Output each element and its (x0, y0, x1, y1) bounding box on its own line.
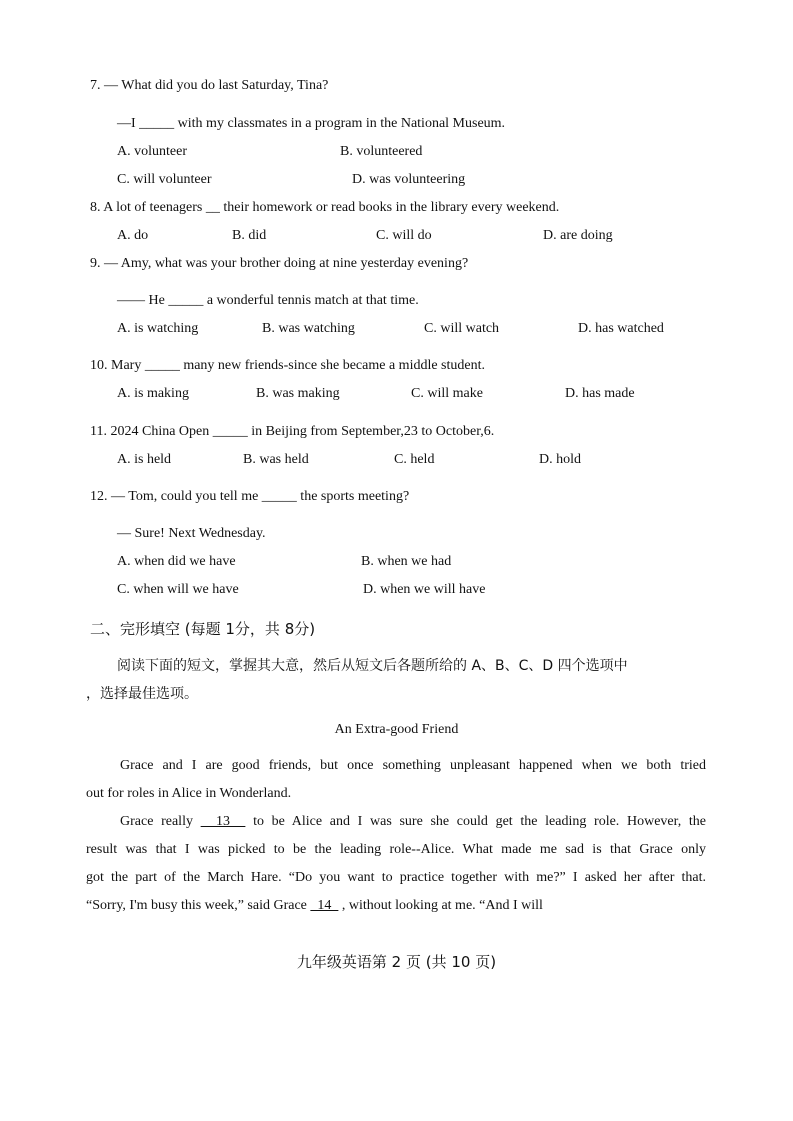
question-8-option-c: C. will do (376, 228, 432, 243)
passage-text: , without looking at me. “And I will (341, 898, 543, 913)
question-11-option-a: A. is held (117, 452, 172, 467)
question-8-option-d: D. are doing (543, 228, 613, 243)
question-9-stem: 9. — Amy, what was your brother doing at nine yesterday evening? (90, 256, 469, 271)
question-8-option-a: A. do (117, 228, 149, 243)
question-7-reply: —I _____ with my classmates in a program in the National Museum. (117, 116, 506, 131)
question-7-option-d: D. was volunteering (352, 172, 466, 187)
question-11-option-b: B. was held (243, 452, 309, 467)
question-12-option-a: A. when did we have (117, 554, 236, 569)
question-8-option-b: B. did (232, 228, 267, 243)
passage-p1-line-1: Grace and I are good friends, but once something unpleasant happened when we both tried (120, 758, 706, 773)
question-9-reply: —— He _____ a wonderful tennis match at that time. (117, 293, 419, 308)
question-8-stem: 8. A lot of teenagers __ their homework or read books in the library every weekend. (90, 200, 560, 215)
passage-p2-line-1 (120, 813, 706, 831)
section-2-instruction-line-2: ，选择最佳选项。 (86, 686, 198, 702)
question-10-option-a: A. is making (117, 386, 189, 401)
question-11-stem: 11. 2024 China Open _____ in Beijing from September,23 to October,6. (90, 424, 495, 439)
question-10-option-d: D. has made (565, 386, 635, 401)
question-12-option-c: C. when will we have (117, 582, 239, 597)
question-7-option-b: B. volunteered (340, 144, 423, 159)
section-2-heading: 二、完形填空 (每题 1分，共 8分) (90, 620, 316, 638)
question-7-option-a: A. volunteer (117, 144, 187, 159)
question-10-stem: 10. Mary _____ many new friends-since she became a middle student. (90, 358, 486, 373)
page-footer: 九年级英语第 2 页 (共 10 页) (296, 953, 497, 971)
question-9-option-a: A. is watching (117, 321, 199, 336)
section-2-instruction-line-1: 阅读下面的短文，掌握其大意，然后从短文后各题所给的 A、B、C、D 四个选项中 (117, 658, 628, 674)
question-9-option-c: C. will watch (424, 321, 500, 336)
question-10-option-c: C. will make (411, 386, 483, 401)
passage-title: An Extra-good Friend (334, 722, 459, 737)
question-11-option-c: C. held (394, 452, 435, 467)
question-7-stem: 7. — What did you do last Saturday, Tina? (90, 78, 329, 93)
question-11-option-d: D. hold (539, 452, 581, 467)
blank-13: 13 (200, 814, 246, 829)
passage-p2-line-3: got the part of the March Hare. “Do you want to practice together with me?” I asked her after that. (86, 870, 706, 885)
passage-p2-line-2: result was that I was picked to be the leading role--Alice. What made me sad is that Grace only (86, 842, 706, 857)
question-7-option-c: C. will volunteer (117, 172, 212, 187)
passage-p1-line-2: out for roles in Alice in Wonderland. (86, 786, 292, 801)
question-12-reply: — Sure! Next Wednesday. (117, 526, 266, 541)
question-12-option-b: B. when we had (361, 554, 452, 569)
passage-p2-line-4 (86, 897, 543, 915)
passage-text: Grace really (120, 814, 193, 829)
question-9-option-d: D. has watched (578, 321, 664, 336)
question-9-option-b: B. was watching (262, 321, 355, 336)
question-10-option-b: B. was making (256, 386, 340, 401)
blank-14: 14 (310, 898, 339, 913)
passage-text: “Sorry, I'm busy this week,” said Grace (86, 898, 307, 913)
passage-text: to be Alice and I was sure she could get the leading role. However, the (253, 814, 707, 829)
question-12-option-d: D. when we will have (363, 582, 486, 597)
question-12-stem: 12. — Tom, could you tell me _____ the sports meeting? (90, 489, 410, 504)
